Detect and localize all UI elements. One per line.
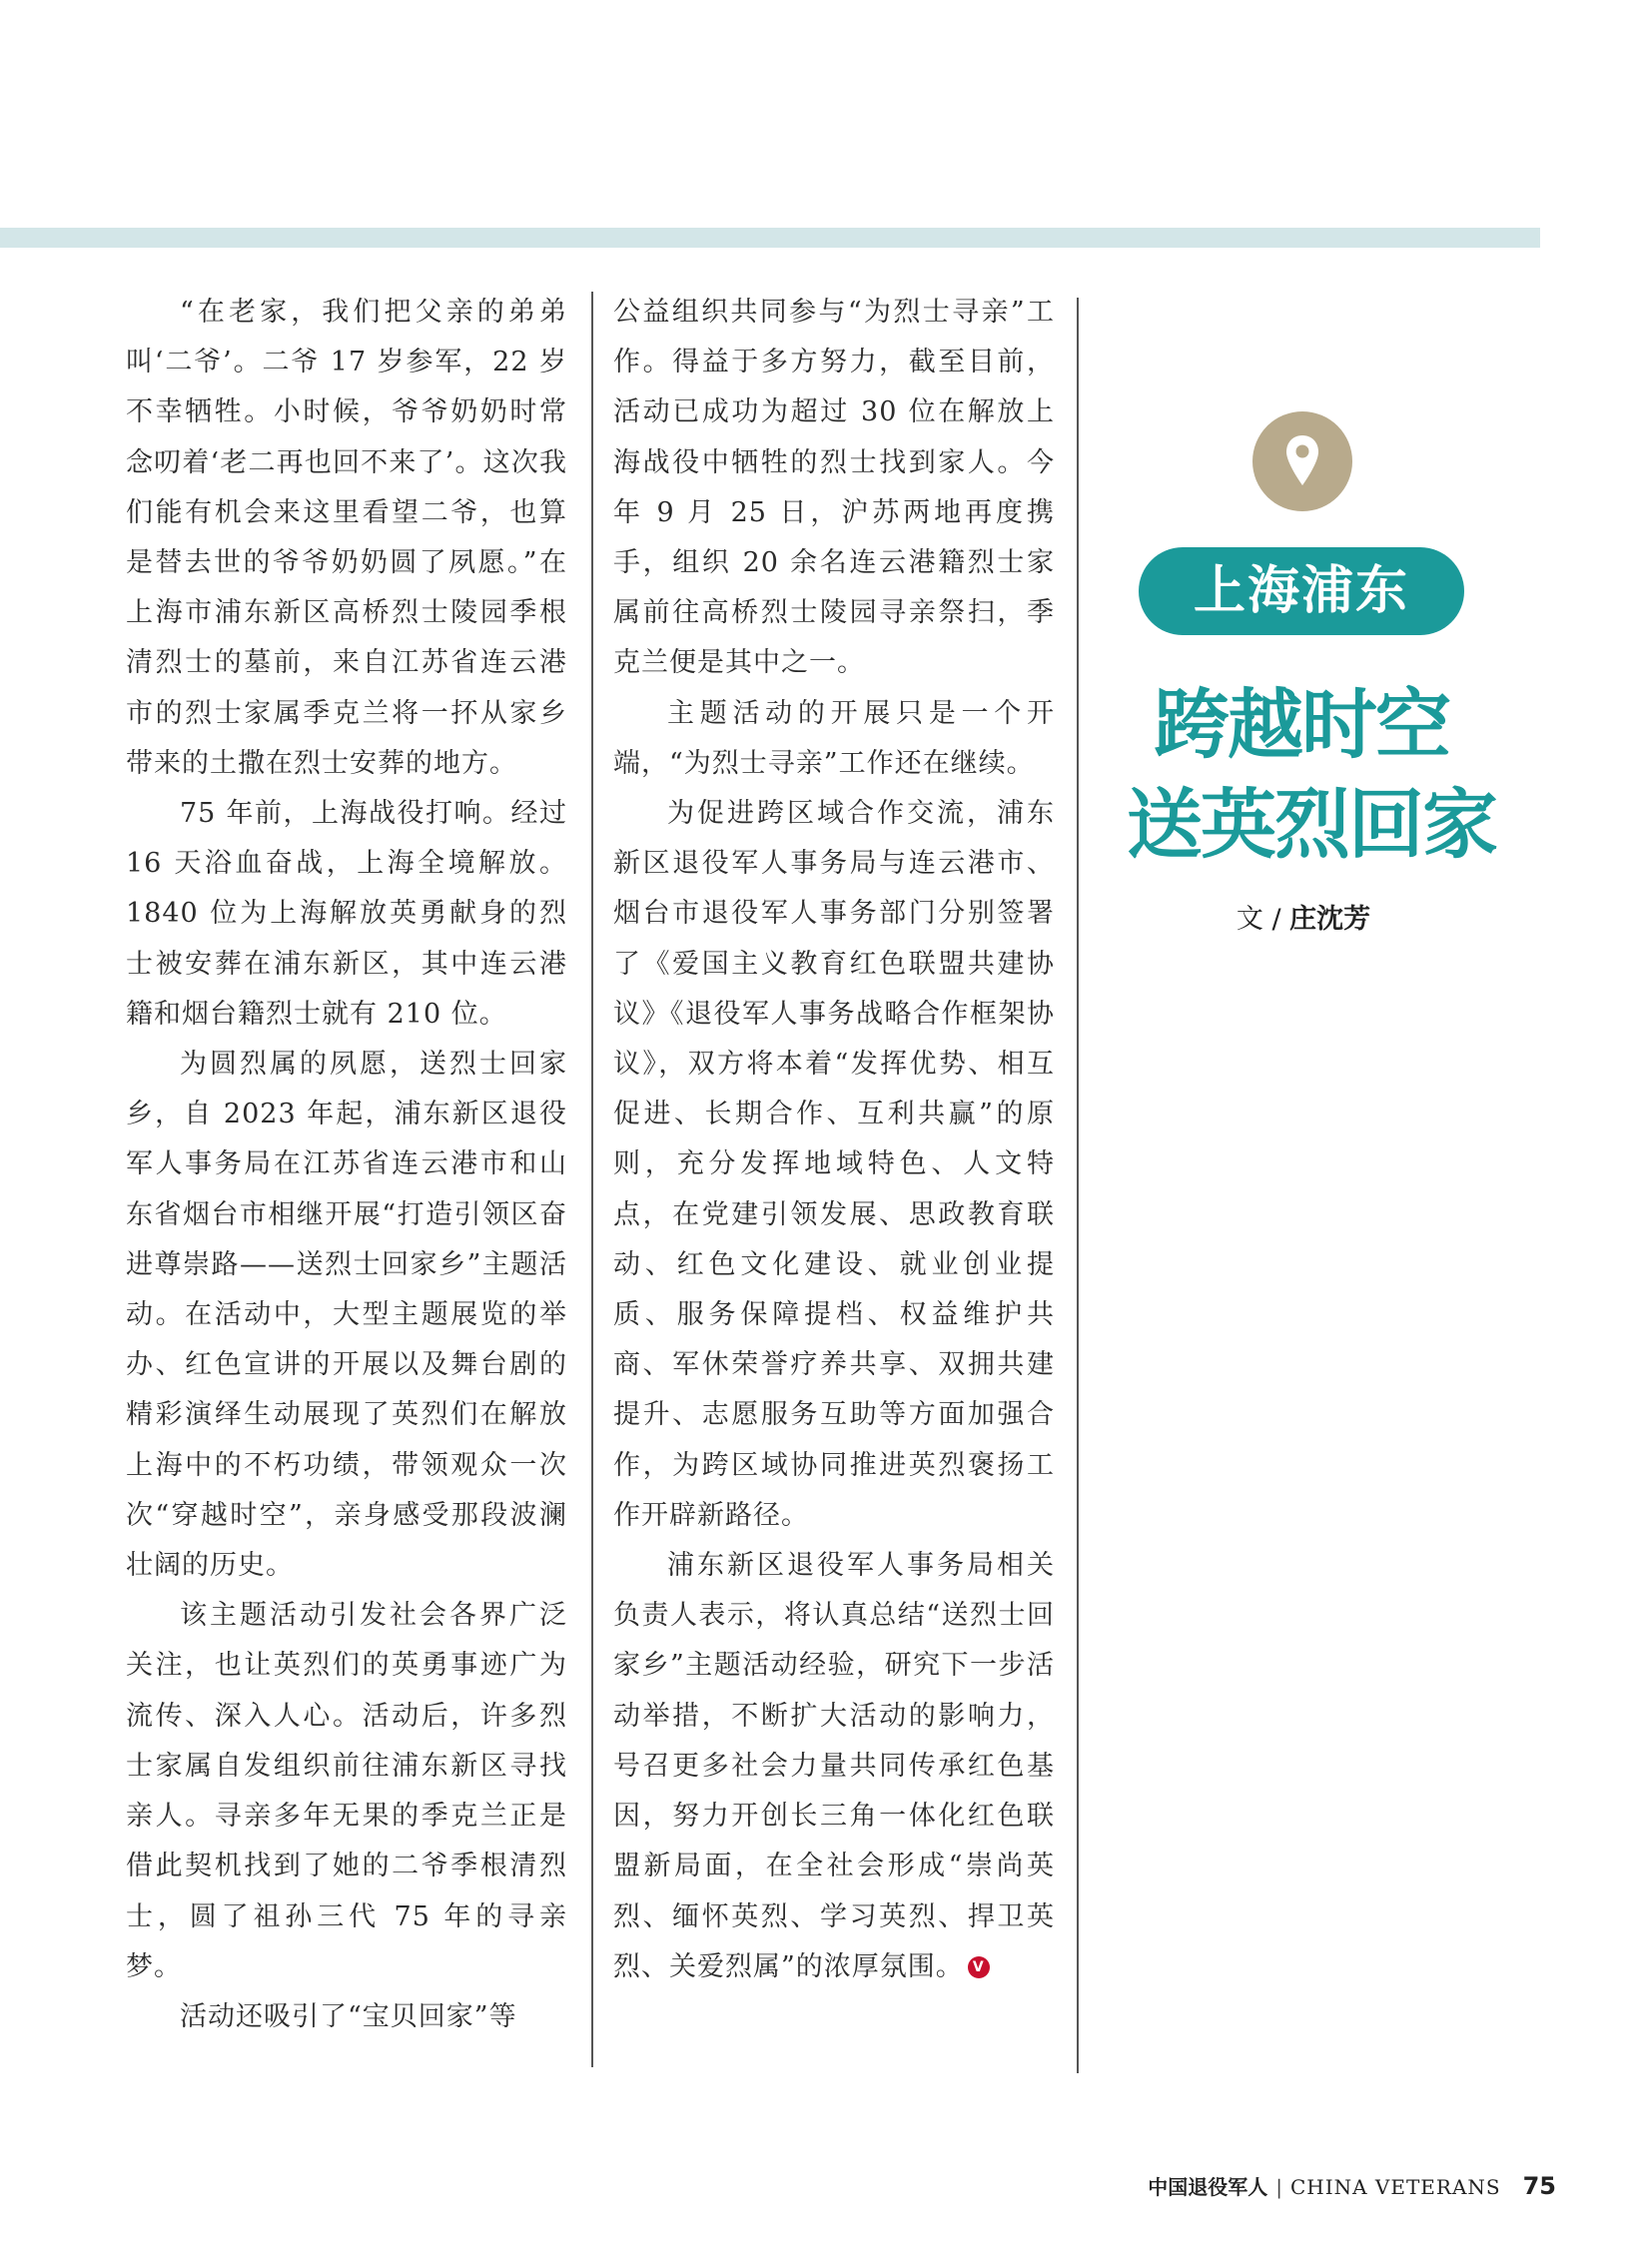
article-column-1: [126, 288, 567, 2042]
page-footer: [1148, 2171, 1556, 2200]
article-column-2: [613, 288, 1055, 1992]
column-divider: [1077, 298, 1079, 2073]
region-tag: 上海浦东: [1139, 547, 1464, 635]
author-name: 庄沈芳: [1289, 904, 1371, 935]
location-pin-icon: [1284, 433, 1320, 487]
column-divider: [591, 292, 593, 2067]
byline-prefix: 文 /: [1236, 904, 1290, 935]
page-number: 75: [1522, 2172, 1556, 2200]
paragraph-text: 浦东新区退役军人事务局相关负责人表示，将认真总结“送烈士回家乡”主题活动经验，研究下一步活动举措，不断扩大活动的影响力，号召更多社会力量共同传承红色基因，努力开创长三角一体化红色联盟新局面，在全社会形成“崇尚英烈、缅怀英烈、学习英烈、捍卫英烈、关爱烈属”的浓厚氛围。: [613, 1550, 1055, 1982]
article-headline: [1127, 675, 1496, 875]
location-badge: [1252, 411, 1352, 511]
paragraph-final: [613, 1541, 1055, 1992]
paragraph-continued: 公益组织共同参与“为烈士寻亲”工作。得益于多方努力，截至目前，活动已成功为超过 30 位在解放上海战役中牺牲的烈士找到家人。今年 9 月 25 日，沪苏两地再度携手，组织 20 余名连云港籍烈士家属前往高桥烈士陵园寻亲祭扫，季克兰便是其中之一。: [613, 297, 1055, 679]
magazine-name-cn: 中国退役军人: [1148, 2175, 1268, 2199]
headline-line-2: 送英烈回家: [1127, 780, 1496, 869]
paragraph: 为圆烈属的夙愿，送烈士回家乡，自 2023 年起，浦东新区退役军人事务局在江苏省连云港市和山东省烟台市相继开展“打造引领区奋进尊崇路——送烈士回家乡”主题活动。在活动中，大型主题展览的举办、红色宣讲的开展以及舞台剧的精彩演绎生动展现了英烈们在解放上海中的不朽功绩，带领观众一次次“穿越时空”，亲身感受那段波澜壮阔的历史。: [126, 1049, 567, 1582]
footer-separator: |: [1275, 2175, 1282, 2199]
paragraph: “在老家，我们把父亲的弟弟叫‘二爷’。二爷 17 岁参军，22 岁不幸牺牲。小时候，爷爷奶奶时常念叨着‘老二再也回不来了’。这次我们能有机会来这里看望二爷，也算是替去世的爷爷奶奶圆了夙愿。”在上海市浦东新区高桥烈士陵园季根清烈士的墓前，来自江苏省连云港市的烈士家属季克兰将一抔从家乡带来的土撒在烈士安葬的地方。: [126, 297, 567, 779]
paragraph: 活动还吸引了“宝贝回家”等: [180, 2000, 517, 2032]
headline-line-1: 跨越时空: [1154, 680, 1449, 769]
paragraph: 为促进跨区域合作交流，浦东新区退役军人事务局与连云港市、烟台市退役军人事务部门分别签署了《爱国主义教育红色联盟共建协议》《退役军人事务战略合作框架协议》，双方将本着“发挥优势、相互促进、长期合作、互利共赢”的原则，充分发挥地域特色、人文特点，在党建引领发展、思政教育联动、红色文化建设、就业创业提质、服务保障提档、权益维护共商、军休荣誉疗养共享、双拥共建提升、志愿服务互助等方面加强合作，为跨区域协同推进英烈褒扬工作开辟新路径。: [613, 798, 1055, 1531]
paragraph: 主题活动的开展只是一个开端，“为烈士寻亲”工作还在继续。: [613, 697, 1055, 779]
end-of-article-mark-icon: V: [968, 1956, 990, 1978]
top-decorative-band: [0, 228, 1540, 248]
byline: [1159, 897, 1448, 936]
paragraph: 该主题活动引发社会各界广泛关注，也让英烈们的英勇事迹广为流传、深入人心。活动后，许多烈士家属自发组织前往浦东新区寻找亲人。寻亲多年无果的季克兰正是借此契机找到了她的二爷季根清烈士，圆了祖孙三代 75 年的寻亲梦。: [126, 1600, 567, 1982]
paragraph: 75 年前，上海战役打响。经过 16 天浴血奋战，上海全境解放。1840 位为上海解放英勇献身的烈士被安葬在浦东新区，其中连云港籍和烟台籍烈士就有 210 位。: [126, 798, 567, 1030]
magazine-name-en: CHINA VETERANS: [1289, 2175, 1501, 2199]
